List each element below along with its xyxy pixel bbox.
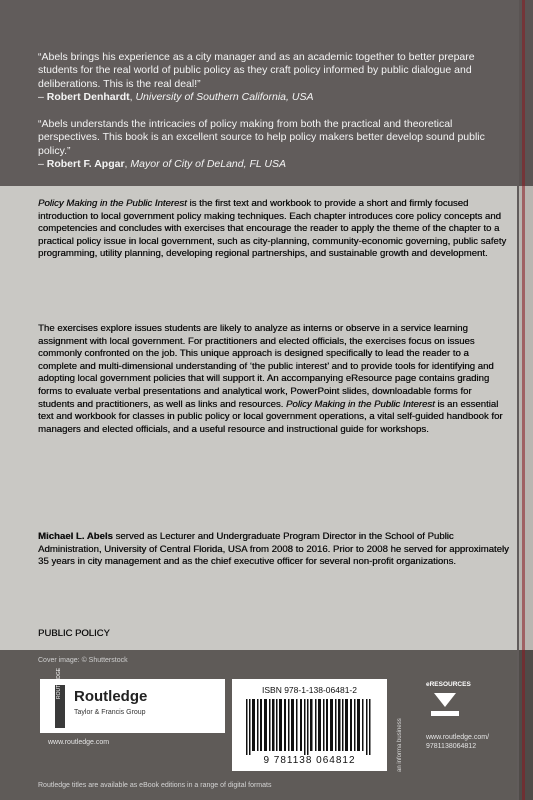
ebook-availability: Routledge titles are available as eBook editions in a range of digital formats [38,782,272,789]
barcode-number: 9 781138 064812 [263,755,356,766]
logo-mark-text: ROUTLEDGE [56,667,62,699]
paragraph-text: is the first text and workbook to provide a short and firmly focused introduction to local government policy making techniques. Each chapter introduces core policy concepts and competencies and concludes with exercises that encourage the reader to apply the theme of the chapter to a practical policy issue in local government, such as city-planning, community-economic governing, public safety programming, utility planning, developing regional partnerships, and sustainable growth and development. [38,198,507,260]
author-name: Michael L. Abels [38,531,113,542]
publisher-name: Routledge [74,688,148,705]
quote-text: “Abels brings his experience as a city manager and as an academic together to better prepare students for the real world of public policy as they craft policy informed by public dialogue and deliberations. This is the real deal!” [38,51,475,90]
endorsements-section [0,0,533,186]
book-title: Policy Making in the Public Interest [38,198,187,209]
routledge-mark-icon [55,667,65,728]
eresource-url-line: www.routledge.com/ [426,734,490,741]
description-paragraph [38,323,510,436]
isbn-label: ISBN 978-1-138-06481-2 [262,685,357,695]
description-section [0,186,533,650]
author-bio [38,531,510,569]
isbn-barcode [232,679,387,771]
subject-category: PUBLIC POLICY [38,628,110,639]
eresources-label: eRESOURCES [426,681,471,688]
endorsement-quote [38,51,503,104]
quote-author: Robert F. Apgar [46,157,125,170]
quote-text: “Abels understands the intricacies of policy making from both the practical and theoretical perspectives. This book is an excellent source to help policy makers better develop sound public policy.” [38,118,485,157]
bio-text: served as Lecturer and Undergraduate Program Director in the School of Public Administration, University of Central Florida, USA from 2008 to 2016. Prior to 2008 he served for approximately 35 years in city management and as the chief executive officer for several non-profit organizations. [38,531,509,568]
quote-author: Robert Denhardt [46,90,130,103]
publisher-subtitle: Taylor & Francis Group [74,709,146,716]
download-arrow-icon [434,693,456,707]
publisher-footer [0,650,533,800]
book-title: Policy Making in the Public Interest [285,398,435,410]
eresource-url-line: 9781138064812 [426,743,477,750]
eresource-url[interactable] [426,733,489,751]
eresources-badge [426,681,471,737]
description-paragraph [38,198,510,261]
cover-credit: Cover image: © Shutterstock [38,657,128,664]
spine-edge [517,0,533,800]
paragraph-text: The exercises explore issues students are likely to analyze as interns or observe in a service learning assignment with local government. For practitioners and elected officials, the exercises focus on issues commonly confronted on the job. This unique approach is designed specifically to lead the reader to a complete and multi-dimensional understanding of ‘the public interest’ and to provide tools for identifying and adopting local government policies that will support it. An accompanying eResource page contains grading forms to evaluate verbal presentations and analytical work, PowerPoint slides, downloadable forms for students and practitioners, as well as links and resources. [38,323,494,410]
barcode-icon [246,699,373,755]
routledge-logo [40,667,225,733]
publisher-website: www.routledge.com [48,739,110,746]
download-tray-icon [431,711,459,716]
quote-affiliation: Mayor of City of DeLand, FL USA [130,157,287,170]
paragraph-text: is an essential text and workbook for classes in public policy or local government operations, a vital self-guided handbook for managers and elected officials, and a useful resource and instructional guide for workshops. [38,398,503,435]
quote-attribution: – Robert Denhardt, University of Southern California, USA [38,90,314,103]
endorsement-quote [38,118,503,171]
informa-tagline: an informa business [397,718,403,772]
quote-affiliation: University of Southern California, USA [135,90,314,103]
quote-attribution: – Robert F. Apgar, Mayor of City of DeLand, FL USA [38,157,287,170]
